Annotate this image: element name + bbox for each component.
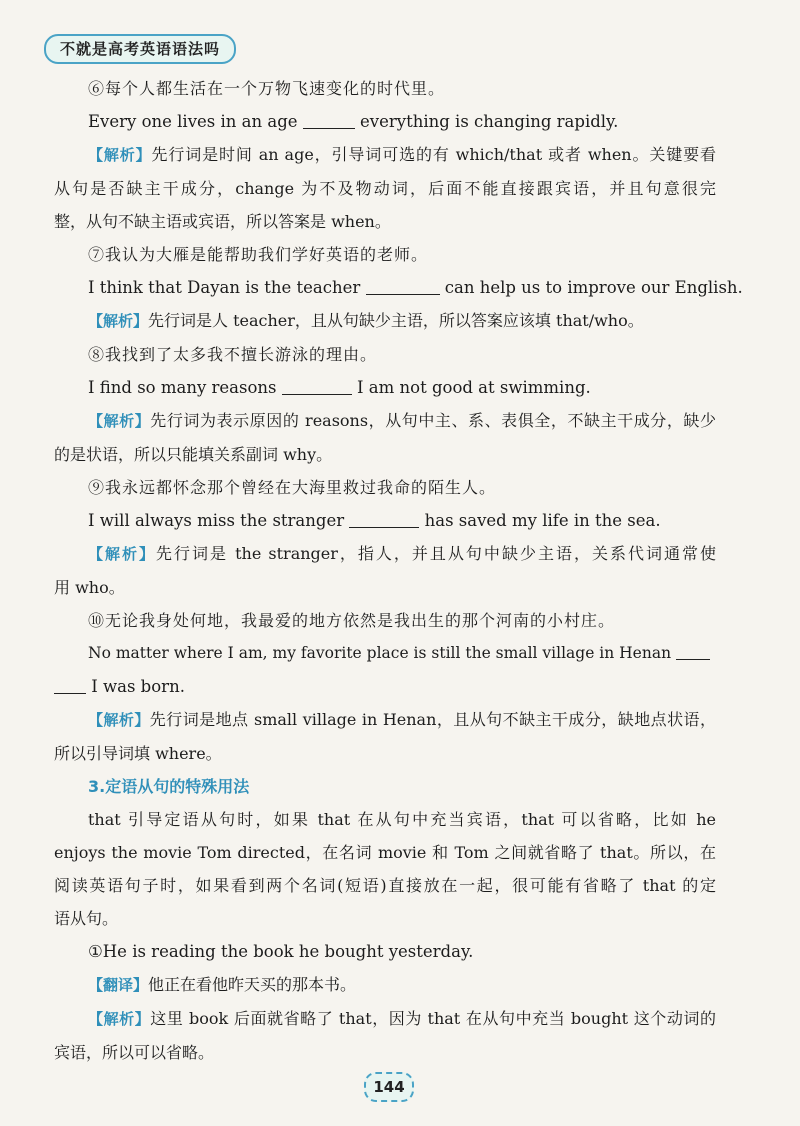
section-3-paragraph-line-2: enjoys the movie Tom directed，在名词 movie 和 Tom 之间就省略了 that。所以，在	[54, 843, 716, 862]
analysis-tag: 【解析】	[88, 312, 149, 330]
analysis-text: 这里 book 后面就省略了 that，因为 that 在从句中充当 bought 这个动词的	[150, 1009, 716, 1028]
sentence-part: I think that Dayan is the teacher	[88, 278, 361, 297]
answer-blank	[366, 280, 440, 295]
question-6-chinese: ⑥每个人都生活在一个万物飞速变化的时代里。	[88, 79, 446, 98]
sentence-part: I find so many reasons	[88, 378, 277, 397]
analysis-6-line-3: 整，从句不缺主语或宾语，所以答案是 when。	[54, 212, 391, 231]
answer-blank	[676, 645, 710, 660]
section-3-paragraph-line-1: that 引导定语从句时，如果 that 在从句中充当宾语，that 可以省略，比如 he	[88, 810, 716, 829]
book-title-tab: 不就是高考英语语法吗	[44, 34, 236, 64]
sentence-part: has saved my life in the sea.	[424, 511, 661, 530]
question-8-chinese: ⑧我找到了太多我不擅长游泳的理由。	[88, 345, 378, 364]
question-7-chinese: ⑦我认为大雁是能帮助我们学好英语的老师。	[88, 245, 429, 264]
question-10-english-line-2	[54, 670, 716, 703]
example-1-english: ①He is reading the book he bought yesterday.	[88, 942, 474, 961]
question-8-english	[54, 371, 716, 404]
analysis-text: 先行词是时间 an age，引导词可选的有 which/that 或者 when。关键要看	[151, 145, 716, 164]
page-content	[54, 72, 743, 1069]
analysis-8-line-2: 的是状语，所以只能填关系副词 why。	[54, 445, 333, 464]
analysis-10-line-2: 所以引导词填 where。	[54, 744, 222, 763]
sentence-part: everything is changing rapidly.	[360, 112, 619, 131]
example-1-translation	[54, 968, 716, 1002]
answer-blank	[54, 679, 86, 694]
question-9-english	[54, 504, 716, 537]
question-10-chinese: ⑩无论我身处何地，我最爱的地方依然是我出生的那个河南的小村庄。	[88, 611, 616, 630]
analysis-tag: 【解析】	[88, 711, 150, 729]
analysis-10-line-1	[54, 703, 716, 737]
answer-blank	[349, 513, 419, 528]
example-1-analysis-line-1	[54, 1002, 716, 1036]
answer-blank	[303, 114, 355, 129]
answer-blank	[282, 380, 352, 395]
sentence-part: I will always miss the stranger	[88, 511, 345, 530]
question-10-english-line-1	[54, 637, 716, 670]
sentence-part: can help us to improve our English.	[444, 278, 743, 297]
example-1-analysis-line-2: 宾语，所以可以省略。	[54, 1043, 215, 1062]
question-6-english	[54, 105, 716, 138]
analysis-9-line-1	[54, 537, 716, 571]
analysis-tag: 【解析】	[88, 545, 157, 563]
analysis-6-line-2: 从句是否缺主干成分，change 为不及物动词，后面不能直接跟宾语，并且句意很完	[54, 179, 716, 198]
analysis-tag: 【解析】	[88, 412, 151, 430]
analysis-7-line-1	[54, 304, 716, 338]
translation-tag: 【翻译】	[88, 976, 149, 994]
question-7-english	[54, 271, 743, 304]
sentence-part: Every one lives in an age	[88, 112, 298, 131]
analysis-tag: 【解析】	[88, 146, 152, 164]
analysis-8-line-1	[54, 404, 716, 438]
analysis-text: 先行词为表示原因的 reasons，从句中主、系、表俱全，不缺主干成分，缺少	[150, 411, 716, 430]
translation-text: 他正在看他昨天买的那本书。	[148, 975, 357, 994]
section-3-title: 3.定语从句的特殊用法	[88, 777, 250, 796]
section-3-paragraph-line-3: 阅读英语句子时，如果看到两个名词(短语)直接放在一起，很可能有省略了 that 的定	[54, 876, 716, 895]
section-3-paragraph-line-4: 语从句。	[54, 909, 119, 928]
analysis-9-line-2: 用 who。	[54, 578, 125, 597]
sentence-part: No matter where I am, my favorite place is still the small village in Henan	[88, 644, 672, 662]
sentence-part: I am not good at swimming.	[357, 378, 591, 397]
analysis-text: 先行词是人 teacher，且从句缺少主语，所以答案应该填 that/who。	[148, 311, 644, 330]
sentence-part: I was born.	[91, 677, 185, 696]
analysis-6-line-1	[54, 138, 716, 172]
analysis-text: 先行词是 the stranger，指人，并且从句中缺少主语，关系代词通常使	[156, 544, 716, 563]
question-9-chinese: ⑨我永远都怀念那个曾经在大海里救过我命的陌生人。	[88, 478, 497, 497]
analysis-tag: 【解析】	[88, 1010, 151, 1028]
page-number: 144	[364, 1072, 414, 1102]
analysis-text: 先行词是地点 small village in Henan，且从句不缺主干成分，缺地点状语，	[149, 710, 716, 729]
